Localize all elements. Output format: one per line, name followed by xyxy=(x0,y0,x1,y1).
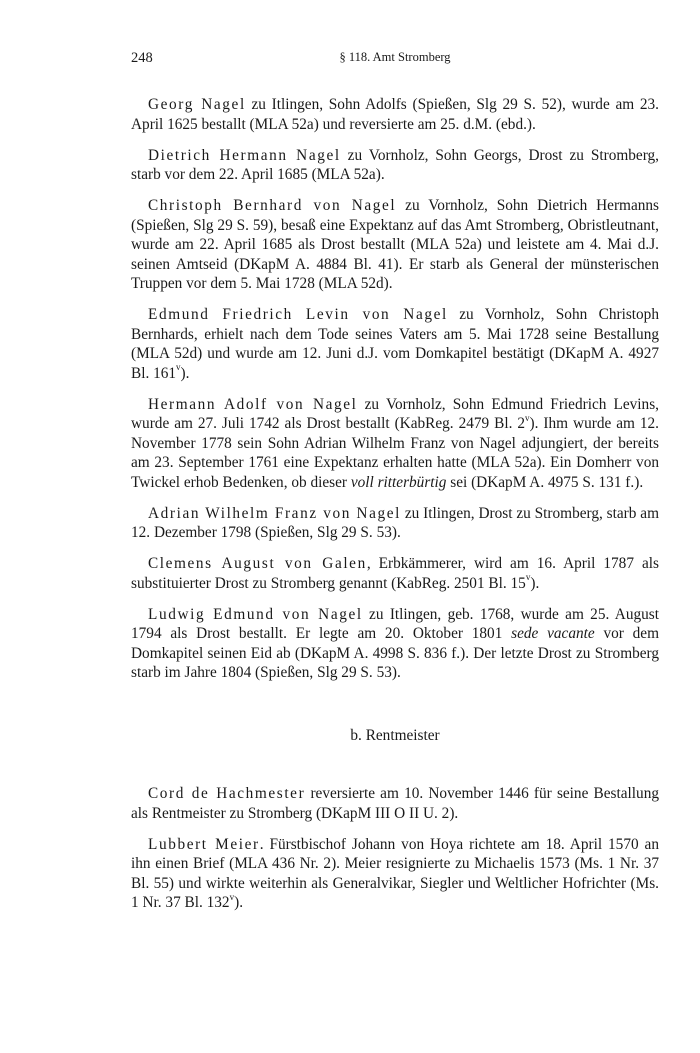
entry-text-tail: ). Ihm wurde am 12. November 1778 sein Sohn Adrian Wilhelm Franz von Nagel adjungiert, der bereits am 23. September 1761 eine Expektanz erhalten hatte (MLA 52a). Ein Domherr von Twickel erhob Bedenken, ob dieser xyxy=(131,415,659,491)
entry-text: reversierte am 10. November 1446 für seine Bestallung als Rentmeister zu Stromberg (DKapM III O II U. 2). xyxy=(131,785,659,822)
page-number: 248 xyxy=(131,50,153,66)
entry-text-tail: vor dem Domkapitel seinen Eid ab (DKapM A. 4998 S. 836 f.). Der letzte Drost zu Stromberg starb im Jahre 1804 (Spießen, Slg 29 S. 53). xyxy=(131,625,659,681)
entry xyxy=(131,196,659,294)
entry-text: zu Vornholz, Sohn Dietrich Hermanns (Spießen, Slg 29 S. 59), besaß eine Expektanz auf das Amt Stromberg, Obristleutnant, wurde am 22. April 1685 als Drost bestallt (MLA 52a) und leistete am 4. Mai d.J. seinen Amtseid (DKapM A. 4884 Bl. 41). Er starb als General der münsterischen Truppen vor dem 5. Mai 1728 (MLA 52d). xyxy=(131,197,659,292)
entries-rentmeister xyxy=(131,784,659,913)
entry xyxy=(131,146,659,185)
page-header xyxy=(131,50,659,70)
entry-text-tail: sei (DKapM A. 4975 S. 131 f.). xyxy=(446,473,644,491)
italic-phrase: voll ritterbürtig xyxy=(350,473,447,491)
entry xyxy=(131,605,659,683)
superscript: v xyxy=(525,412,530,423)
entry xyxy=(131,504,659,543)
entry xyxy=(131,554,659,593)
entries-drost xyxy=(131,95,659,683)
person-name: Clemens August von Galen xyxy=(148,555,367,572)
entry xyxy=(131,835,659,913)
superscript: v xyxy=(176,362,181,373)
entry-text: zu Vornholz, Sohn Christoph Bernhards, erhielt nach dem Tode seines Vaters am 5. Mai 1728 seine Bestallung (MLA 52d) und wurde am 12. Juni d.J. vom Domkapitel bestätigt (DKapM A. 4927 Bl. 161 xyxy=(131,306,659,382)
section-title: b. Rentmeister xyxy=(350,726,440,744)
entry-text-tail: ). xyxy=(180,364,190,382)
superscript: v xyxy=(525,572,531,583)
running-head: § 118. Amt Stromberg xyxy=(339,50,451,64)
person-name: Lubbert Meier xyxy=(148,835,260,853)
person-name: Ludwig Edmund von Nagel xyxy=(148,605,363,623)
entry xyxy=(131,95,659,134)
person-name: Georg Nagel xyxy=(148,96,246,113)
superscript: v xyxy=(229,891,235,902)
entry-text-tail: ). xyxy=(234,894,244,911)
person-name: Hermann Adolf von Nagel xyxy=(148,395,358,413)
entry xyxy=(131,784,659,823)
entry-text: , Erbkämmerer, wird am 16. April 1787 als substituierter Drost zu Stromberg genannt (KabReg. 2501 Bl. 15 xyxy=(131,555,659,592)
entry-text-tail: ). xyxy=(530,574,540,592)
person-name: Christoph Bernhard von Nagel xyxy=(148,197,397,214)
entry-text: zu Itlingen, Sohn Adolfs (Spießen, Slg 29 S. 52), wurde am 23. April 1625 bestallt (MLA 52a) und reversierte am 25. d.M. (ebd.). xyxy=(131,96,659,133)
entry xyxy=(131,395,659,493)
person-name: Dietrich Hermann Nagel xyxy=(148,146,341,164)
entry-text: . Fürstbischof Johann von Hoya richtete am 18. April 1570 an ihn einen Brief (MLA 436 Nr. 2). Meier resignierte zu Michaelis 1573 (Ms. 1 Nr. 37 Bl. 55) und wirkte weiterhin als Generalvikar, Siegler und Weltlicher Hofrichter (Ms. 1 Nr. 37 Bl. 132 xyxy=(131,835,659,911)
entry-text: zu Vornholz, Sohn Edmund Friedrich Levins, wurde am 27. Juli 1742 als Drost bestallt (KabReg. 2479 Bl. 2 xyxy=(131,395,659,432)
entry-text: zu Vornholz, Sohn Georgs, Drost zu Stromberg, starb vor dem 22. April 1685 (MLA 52a). xyxy=(131,146,660,183)
person-name: Cord de Hachmester xyxy=(148,785,306,802)
entry-text: zu Itlingen, Drost zu Stromberg, starb am 12. Dezember 1798 (Spießen, Slg 29 S. 53). xyxy=(131,504,659,541)
entry-text: zu Itlingen, geb. 1768, wurde am 25. August 1794 als Drost bestallt. Er legte am 20. Oktober 1801 xyxy=(131,605,659,642)
person-name: Edmund Friedrich Levin von Nagel xyxy=(148,306,448,323)
page xyxy=(131,50,659,924)
italic-phrase: sede vacante xyxy=(511,625,595,642)
person-name: Adrian Wilhelm Franz von Nagel xyxy=(148,504,401,522)
entry xyxy=(131,305,659,383)
